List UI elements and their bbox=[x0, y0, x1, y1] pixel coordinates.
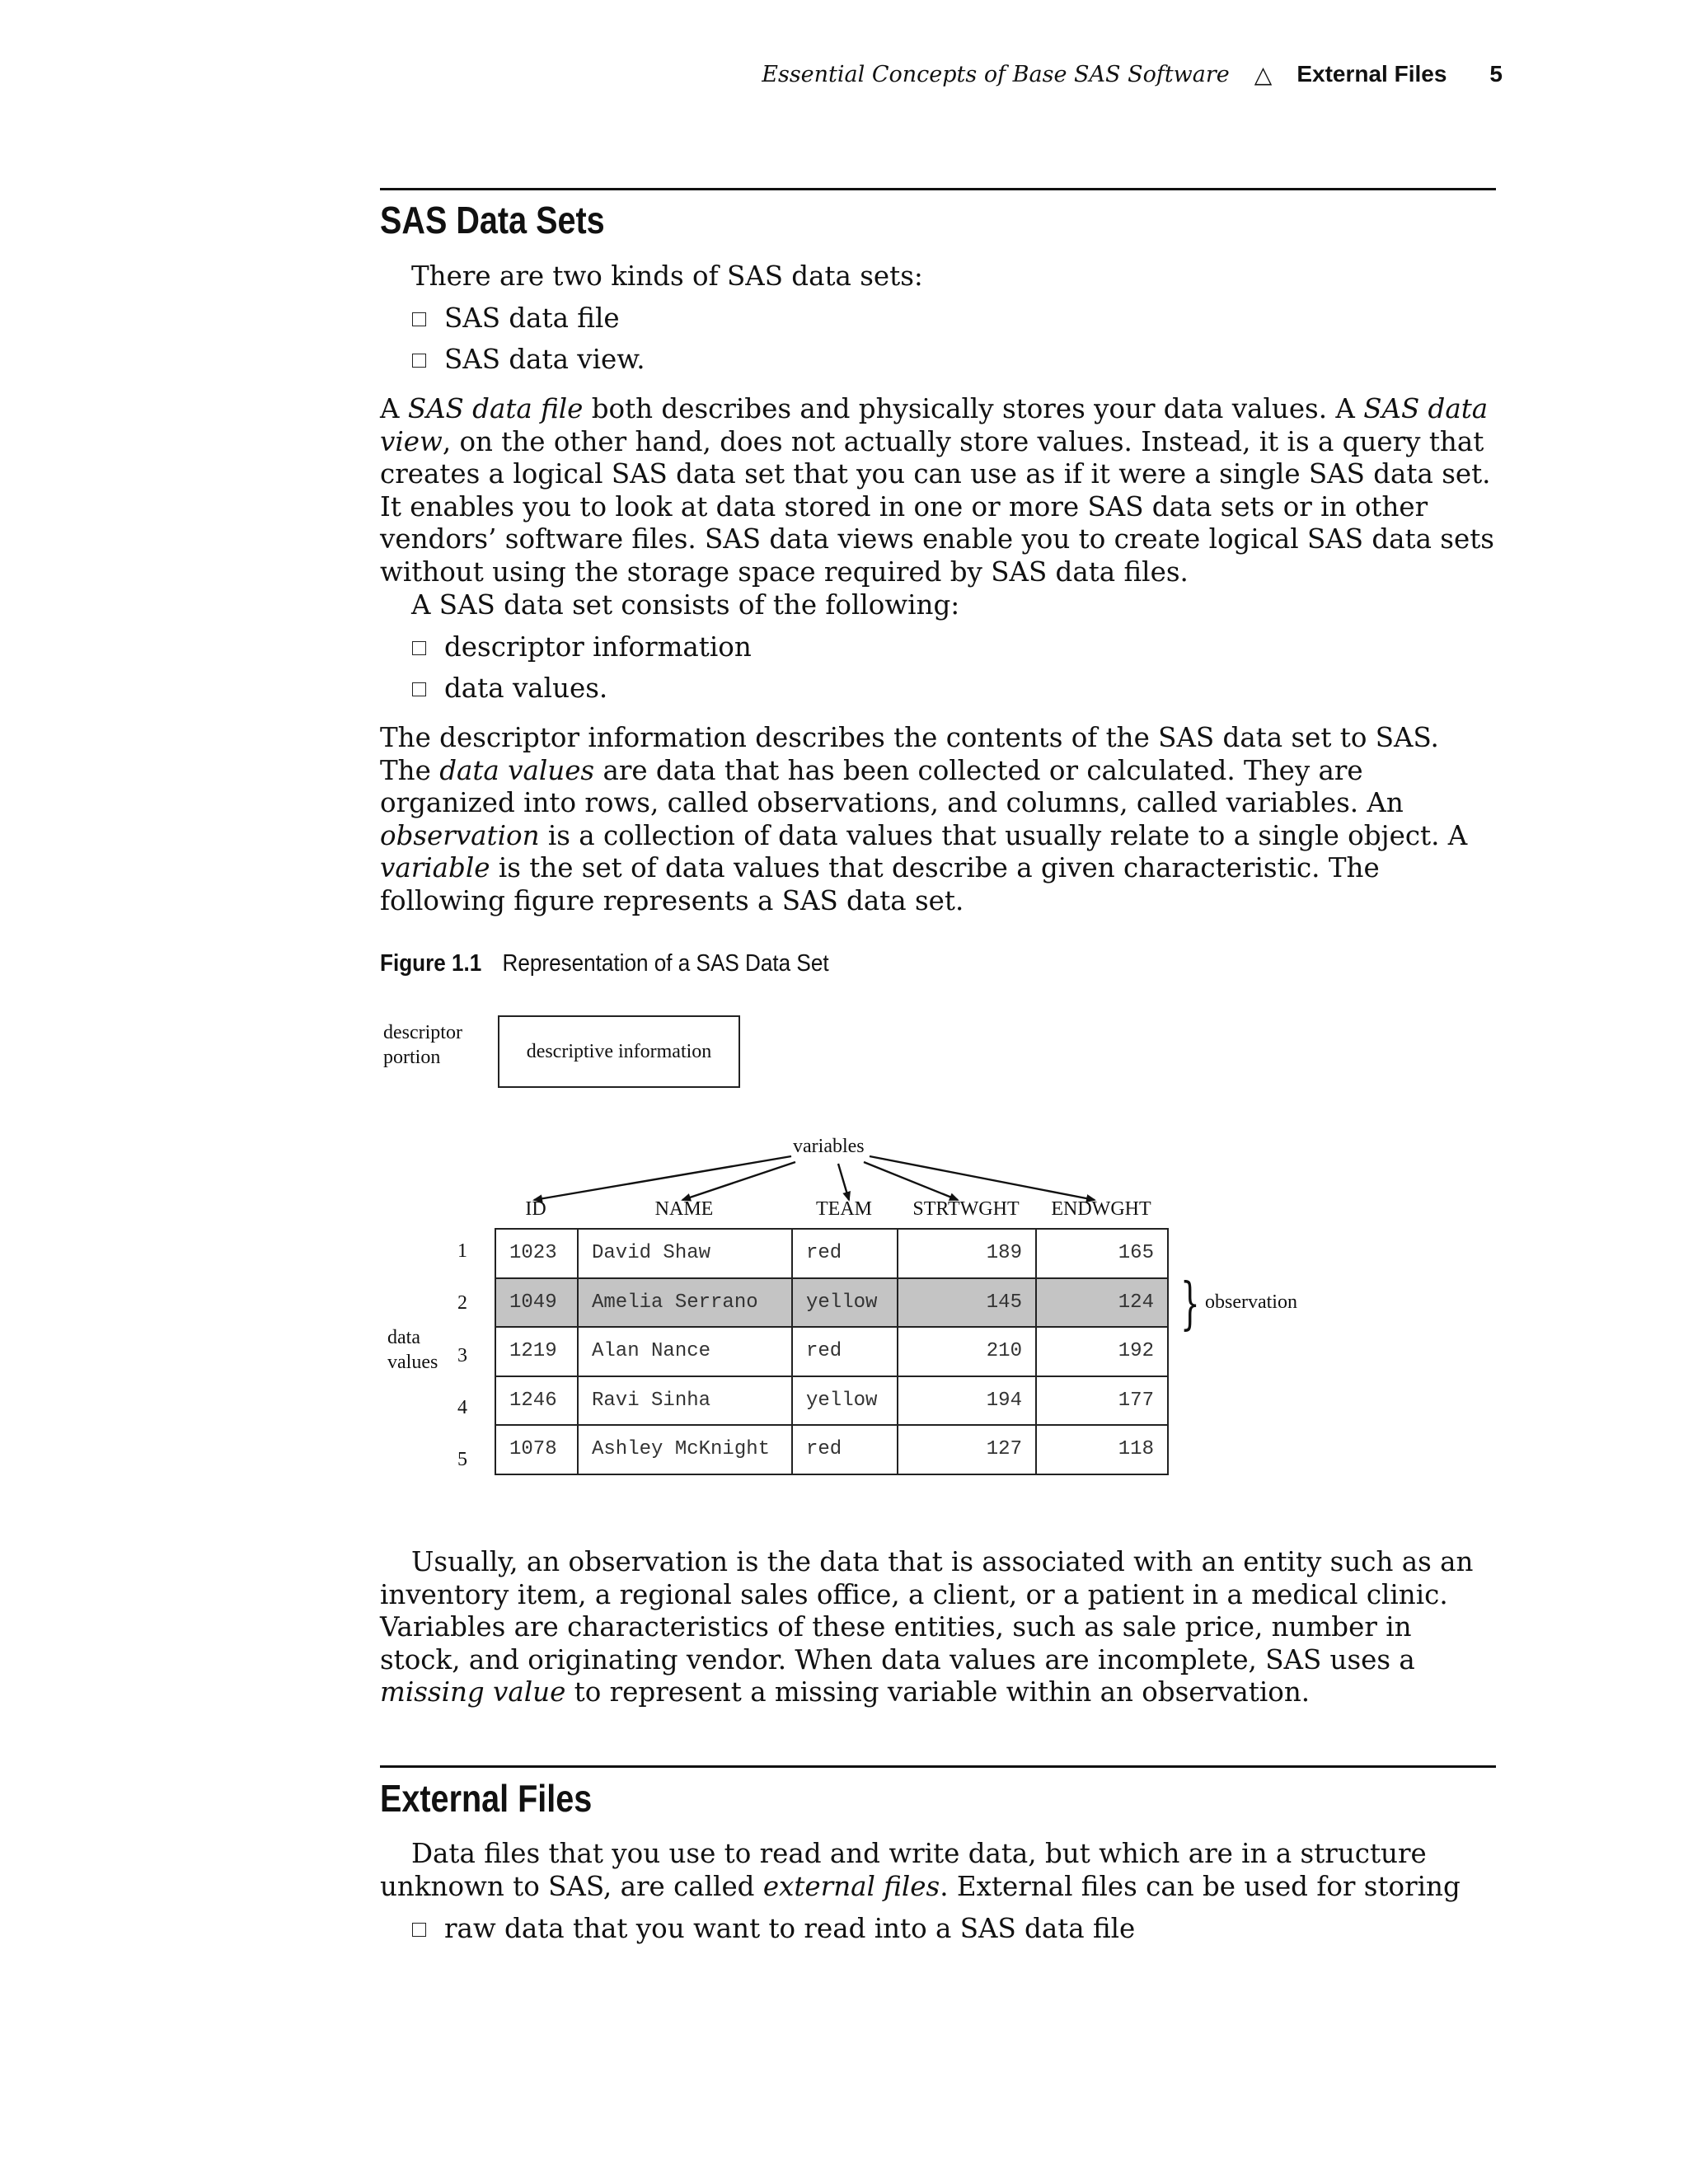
table-row bbox=[495, 1376, 1168, 1426]
row-number: 4 bbox=[457, 1397, 467, 1418]
cell-team: yellow bbox=[792, 1376, 898, 1426]
book-title: Essential Concepts of Base SAS Software bbox=[762, 61, 1230, 87]
cell-id: 1078 bbox=[495, 1425, 578, 1474]
cell-endwght: 165 bbox=[1036, 1229, 1168, 1278]
intro-paragraph: There are two kinds of SAS data sets: bbox=[411, 260, 923, 292]
figure-title: Representation of a SAS Data Set bbox=[502, 950, 829, 977]
paragraph-observation-entity: Usually, an observation is the data that is associated with an entity such as an inventory item, a regional sales office, a client, or a patient in a medical clinic. Variables are characteristics of these entities, such as sale price, number in stock, and originating vendor. When data values are incomplete, SAS uses a missing value to represent a missing variable within an observation. bbox=[380, 1546, 1474, 1708]
running-header bbox=[762, 58, 1503, 91]
figure-caption bbox=[380, 950, 829, 977]
variables-label: variables bbox=[793, 1136, 865, 1157]
cell-strtwght: 194 bbox=[898, 1376, 1036, 1426]
column-header-team: TEAM bbox=[816, 1198, 872, 1220]
cell-strtwght: 189 bbox=[898, 1229, 1036, 1278]
section-title-external-files: External Files bbox=[380, 1777, 593, 1820]
cell-team: red bbox=[792, 1425, 898, 1474]
arrow-to-team bbox=[838, 1164, 849, 1200]
checkbox-bullet-icon bbox=[412, 641, 426, 655]
row-number: 1 bbox=[457, 1240, 467, 1262]
chapter-name: External Files bbox=[1296, 61, 1447, 87]
arrow-to-id bbox=[534, 1156, 791, 1200]
row-number: 5 bbox=[457, 1449, 467, 1470]
paragraph-data-file-view: A SAS data file both describes and physically stores your data values. A SAS data view, on the other hand, does not actually store values. Instead, it is a query that creates a logical SAS data set that you can use as if it were a single SAS data set. It enables you to look at data stored in one or more SAS data sets or in other vendors’ software files. SAS data views enable you to create logical SAS data sets without using the storage space required by SAS data files. bbox=[380, 393, 1494, 588]
table-row bbox=[495, 1425, 1168, 1474]
cell-team: red bbox=[792, 1327, 898, 1376]
cell-id: 1246 bbox=[495, 1376, 578, 1426]
observation-label: observation bbox=[1205, 1291, 1297, 1313]
paragraph-external-files: Data files that you use to read and write data, but which are in a structure unknown to SAS, are called external files. External files can be used for storing bbox=[380, 1838, 1461, 1902]
figure-number: Figure 1.1 bbox=[380, 950, 482, 977]
table-row-highlighted bbox=[495, 1278, 1168, 1328]
paragraph-consists: A SAS data set consists of the following: bbox=[411, 589, 960, 621]
cell-endwght: 177 bbox=[1036, 1376, 1168, 1426]
arrow-to-name bbox=[682, 1162, 795, 1200]
table-row bbox=[495, 1229, 1168, 1278]
data-values-label: data values bbox=[387, 1327, 438, 1373]
section-rule bbox=[380, 1765, 1496, 1768]
cell-name: Ravi Sinha bbox=[578, 1376, 792, 1426]
row-number: 3 bbox=[457, 1345, 467, 1366]
cell-name: Ashley McKnight bbox=[578, 1425, 792, 1474]
triangle-separator-icon: △ bbox=[1254, 60, 1273, 88]
cell-name: Amelia Serrano bbox=[578, 1278, 792, 1328]
cell-team: red bbox=[792, 1229, 898, 1278]
page-number: 5 bbox=[1489, 61, 1503, 87]
list-item: SAS data file bbox=[412, 302, 620, 335]
paragraph-descriptor: The descriptor information describes the contents of the SAS data set to SAS. The data values are data that has been collected or calculated. They are organized into rows, called observations, and columns, called variables. An observation is a collection of data values that usually relate to a single object. A variable is the set of data values that describe a given characteristic. The following figure represents a SAS data set. bbox=[380, 722, 1468, 916]
checkbox-bullet-icon bbox=[412, 682, 426, 696]
list-item: descriptor information bbox=[412, 630, 752, 663]
checkbox-bullet-icon bbox=[412, 1923, 426, 1937]
cell-strtwght: 210 bbox=[898, 1327, 1036, 1376]
cell-strtwght: 145 bbox=[898, 1278, 1036, 1328]
section-rule bbox=[380, 188, 1496, 190]
column-header-strtwght: STRTWGHT bbox=[912, 1198, 1020, 1220]
cell-id: 1049 bbox=[495, 1278, 578, 1328]
cell-name: David Shaw bbox=[578, 1229, 792, 1278]
checkbox-bullet-icon bbox=[412, 312, 426, 326]
column-header-name: NAME bbox=[654, 1198, 714, 1220]
cell-name: Alan Nance bbox=[578, 1327, 792, 1376]
column-header-endwght: ENDWGHT bbox=[1051, 1198, 1151, 1220]
cell-endwght: 124 bbox=[1036, 1278, 1168, 1328]
row-number: 2 bbox=[457, 1292, 467, 1314]
list-item: SAS data view. bbox=[412, 343, 645, 376]
column-header-id: ID bbox=[525, 1198, 546, 1220]
cell-team: yellow bbox=[792, 1278, 898, 1328]
cell-id: 1023 bbox=[495, 1229, 578, 1278]
data-table bbox=[495, 1228, 1169, 1475]
cell-id: 1219 bbox=[495, 1327, 578, 1376]
descriptor-portion-label: descriptor portion bbox=[383, 1022, 462, 1068]
cell-endwght: 192 bbox=[1036, 1327, 1168, 1376]
observation-brace-icon: } bbox=[1180, 1272, 1200, 1337]
table-row bbox=[495, 1327, 1168, 1376]
checkbox-bullet-icon bbox=[412, 354, 426, 368]
list-item: raw data that you want to read into a SAS data file bbox=[412, 1912, 1135, 1945]
cell-endwght: 118 bbox=[1036, 1425, 1168, 1474]
cell-strtwght: 127 bbox=[898, 1425, 1036, 1474]
descriptive-information-box: descriptive information bbox=[498, 1015, 740, 1088]
arrow-to-endwght bbox=[870, 1156, 1095, 1200]
list-item: data values. bbox=[412, 672, 607, 705]
arrow-to-strtwght bbox=[864, 1162, 958, 1200]
section-title-sas-data-sets: SAS Data Sets bbox=[380, 199, 605, 241]
